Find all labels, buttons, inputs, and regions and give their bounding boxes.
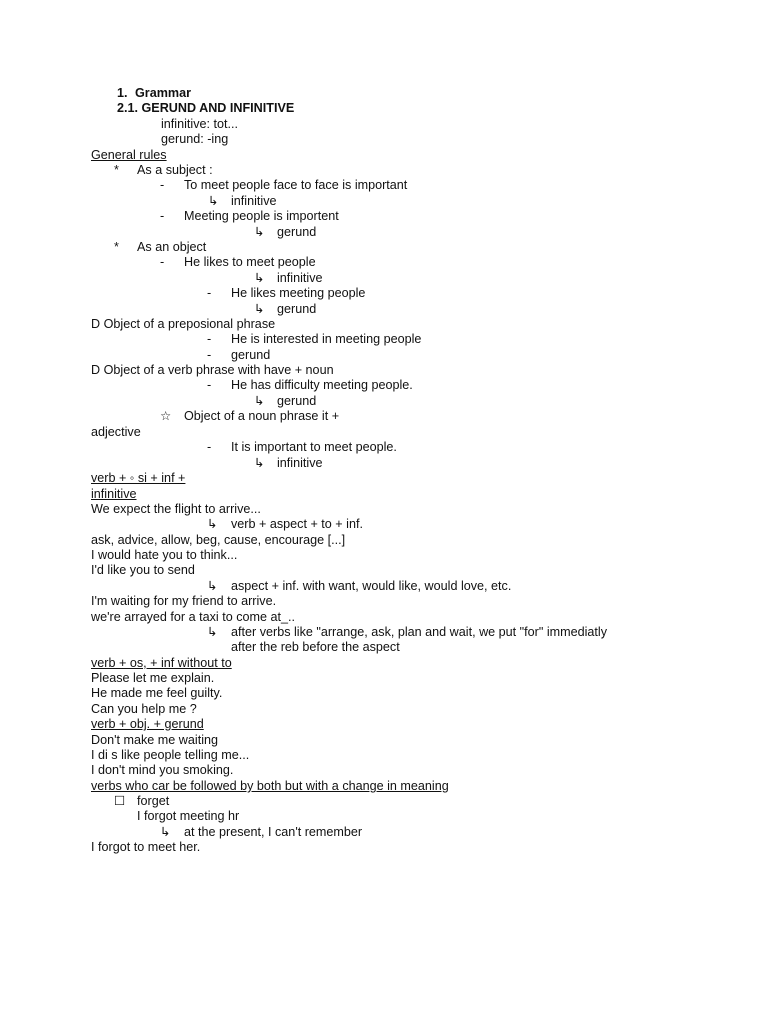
section5-arrow-note: at the present, I can't remember [184,825,363,839]
arrow-icon: ↳ [254,302,265,316]
label-gerund: gerund [277,302,317,316]
arrow-icon: ↳ [207,579,218,593]
subject-heading: As a subject : [137,163,213,177]
bullet-dash: - [160,209,165,223]
section5-title: verbs who car be followed by both but with a change in meaning [91,779,449,793]
bullet-dash: - [207,332,212,346]
section4-line: I di s like people telling me... [91,748,250,762]
noun-phrase-example: It is important to meet people. [231,440,397,454]
arrow-icon: ↳ [254,271,265,285]
object-example-2: He likes meeting people [231,286,366,300]
section2-line: We expect the flight to arrive... [91,502,261,516]
label-gerund: gerund [231,348,271,362]
section3-line: Can you help me ? [91,702,197,716]
bullet-dash: - [207,348,212,362]
subject-example-2: Meeting people is importent [184,209,339,223]
noun-phrase-heading-cont: adjective [91,425,141,439]
section3-line: He made me feel guilty. [91,686,223,700]
bullet-dash: - [160,178,165,192]
checkbox-icon: ☐ [114,794,126,808]
prepositional-heading: D Object of a preposional phrase [91,317,276,331]
label-gerund: gerund [277,225,317,239]
infinitive-definition: infinitive: tot... [161,117,238,131]
prepositional-example: He is interested in meeting people [231,332,422,346]
bullet-dash: - [160,255,165,269]
bullet-dash: - [207,440,212,454]
section3-line: Please let me explain. [91,671,215,685]
bullet-dash: - [207,286,212,300]
section2-title: verb + ◦ si + inf + [91,471,186,485]
heading-line [117,86,191,101]
verb-phrase-heading: D Object of a verb phrase with have + noun [91,363,334,377]
heading-title: Grammar [135,86,192,100]
gerund-definition: gerund: -ing [161,132,229,146]
section5-line: I forgot meeting hr [137,809,240,823]
label-infinitive: infinitive [277,271,323,285]
arrow-icon: ↳ [254,456,265,470]
section2-line: I would hate you to think... [91,548,238,562]
section5-line: I forgot to meet her. [91,840,201,854]
object-marker: * [114,240,119,254]
section2-line: I'd like you to send [91,563,195,577]
section3-title: verb + os, + inf without to [91,656,232,670]
general-rules-title: General rules [91,148,167,162]
section2-arrow-note: after verbs like "arrange, ask, plan and wait, we put "for" immediatly [231,625,607,639]
subject-example-1: To meet people face to face is important [184,178,408,192]
subheading: 2.1. GERUND AND INFINITIVE [117,101,295,115]
section4-line: Don't make me waiting [91,733,218,747]
arrow-icon: ↳ [160,825,171,839]
arrow-icon: ↳ [207,625,218,639]
object-heading: As an object [137,240,207,254]
arrow-icon: ↳ [254,394,265,408]
object-example-1: He likes to meet people [184,255,316,269]
label-gerund: gerund [277,394,317,408]
heading-number: 1. [117,86,128,100]
section4-line: I don't mind you smoking. [91,763,234,777]
section2-arrow-note: verb + aspect + to + inf. [231,517,363,531]
section2-line: we're arrayed for a taxi to come at_.. [91,610,295,624]
noun-phrase-heading: Object of a noun phrase it + [184,409,340,423]
section2-arrow-note: aspect + inf. with want, would like, would love, etc. [231,579,512,593]
section2-title-cont: infinitive [91,487,137,501]
section5-forget: forget [137,794,170,808]
verb-phrase-example: He has difficulty meeting people. [231,378,413,392]
arrow-icon: ↳ [254,225,265,239]
section2-line: ask, advice, allow, beg, cause, encourage [...] [91,533,346,547]
arrow-icon: ↳ [207,517,218,531]
star-icon: ☆ [160,409,172,423]
label-infinitive: infinitive [231,194,277,208]
label-infinitive: infinitive [277,456,323,470]
section2-arrow-note-cont: after the reb before the aspect [231,640,400,654]
bullet-dash: - [207,378,212,392]
subject-marker: * [114,163,119,177]
section4-title: verb + obj. + gerund [91,717,204,731]
section2-line: I'm waiting for my friend to arrive. [91,594,277,608]
arrow-icon: ↳ [208,194,219,208]
